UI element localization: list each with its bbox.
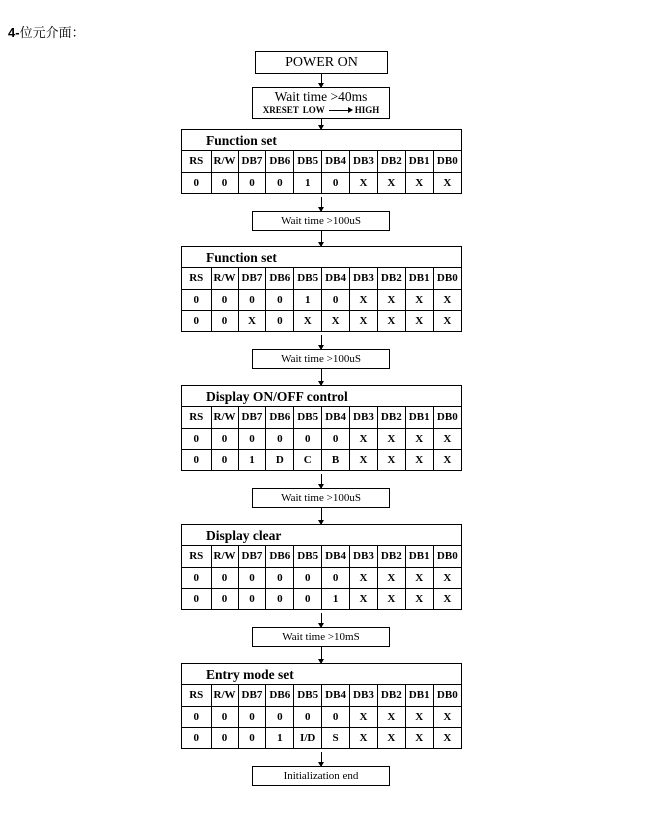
bit-cell: 0 (266, 289, 294, 310)
block-title: Display ON/OFF control (182, 386, 461, 407)
bit-cell: 0 (266, 428, 294, 449)
bit-cell: 0 (238, 428, 266, 449)
bit-cell: 0 (182, 289, 211, 310)
register-table (182, 268, 461, 331)
bit-cell: X (433, 588, 461, 609)
column-header: DB2 (377, 151, 405, 172)
column-header: DB2 (377, 268, 405, 289)
column-header: DB0 (433, 268, 461, 289)
bit-cell: X (433, 706, 461, 727)
bit-cell: 0 (182, 588, 211, 609)
bit-cell: 1 (322, 588, 350, 609)
bit-cell: 0 (182, 727, 211, 748)
bit-cell: 1 (238, 449, 266, 470)
flow-arrow (321, 474, 322, 488)
wait-box-1: Wait time >100uS (252, 211, 390, 231)
table-row (182, 449, 461, 470)
table-row (182, 706, 461, 727)
bit-cell: X (377, 567, 405, 588)
wait-40ms-label: Wait time >40ms (274, 89, 368, 104)
table-row (182, 588, 461, 609)
column-header: DB3 (350, 546, 378, 567)
bit-cell: X (377, 706, 405, 727)
column-header: DB1 (405, 151, 433, 172)
column-header: DB5 (294, 151, 322, 172)
bit-cell: X (433, 428, 461, 449)
flow-arrow (321, 752, 322, 766)
column-header: DB0 (433, 407, 461, 428)
bit-cell: X (350, 172, 378, 193)
column-header: DB7 (238, 268, 266, 289)
bit-cell: X (433, 172, 461, 193)
power-on-box: POWER ON (255, 51, 388, 74)
table-row (182, 567, 461, 588)
block-entry-mode-set (181, 663, 462, 749)
bit-cell: 0 (211, 588, 238, 609)
bit-cell: 0 (322, 172, 350, 193)
column-header: DB7 (238, 546, 266, 567)
bit-cell: X (377, 588, 405, 609)
bit-cell: X (433, 449, 461, 470)
bit-cell: 0 (211, 567, 238, 588)
bit-cell: X (238, 310, 266, 331)
flow-arrow (321, 613, 322, 627)
bit-cell: 0 (211, 706, 238, 727)
bit-cell: X (433, 310, 461, 331)
table-header-row (182, 268, 461, 289)
column-header: DB3 (350, 268, 378, 289)
column-header: DB4 (322, 151, 350, 172)
bit-cell: 0 (294, 588, 322, 609)
column-header: DB4 (322, 407, 350, 428)
column-header: DB5 (294, 407, 322, 428)
bit-cell: X (294, 310, 322, 331)
column-header: DB1 (405, 268, 433, 289)
bit-cell: 0 (211, 310, 238, 331)
bit-cell: X (433, 289, 461, 310)
bit-cell: X (322, 310, 350, 331)
wait-box-2: Wait time >100uS (252, 349, 390, 369)
bit-cell: X (405, 310, 433, 331)
bit-cell: X (350, 428, 378, 449)
column-header: DB5 (294, 685, 322, 706)
bit-cell: X (405, 727, 433, 748)
bit-cell: 0 (294, 567, 322, 588)
block-title: Display clear (182, 525, 461, 546)
bit-cell: 0 (211, 727, 238, 748)
column-header: DB0 (433, 151, 461, 172)
heading-number: 4- (8, 25, 20, 40)
table-header-row (182, 151, 461, 172)
flow-arrow (321, 647, 322, 663)
register-table (182, 685, 461, 748)
bit-cell: 0 (182, 428, 211, 449)
bit-cell: X (405, 289, 433, 310)
bit-cell: X (377, 428, 405, 449)
bit-cell: 0 (294, 706, 322, 727)
column-header: DB3 (350, 407, 378, 428)
bit-cell: X (433, 567, 461, 588)
table-header-row (182, 685, 461, 706)
bit-cell: 0 (182, 567, 211, 588)
bit-cell: 1 (294, 289, 322, 310)
bit-cell: X (350, 727, 378, 748)
bit-cell: 0 (211, 428, 238, 449)
bit-cell: X (350, 588, 378, 609)
flow-arrow (321, 119, 322, 129)
bit-cell: X (405, 567, 433, 588)
block-display-onoff (181, 385, 462, 471)
bit-cell: 0 (266, 567, 294, 588)
column-header: DB6 (266, 151, 294, 172)
bit-cell: X (405, 588, 433, 609)
column-header: R/W (211, 268, 238, 289)
bit-cell: 0 (238, 706, 266, 727)
column-header: DB5 (294, 268, 322, 289)
column-header: DB2 (377, 407, 405, 428)
column-header: DB6 (266, 685, 294, 706)
column-header: DB1 (405, 546, 433, 567)
bit-cell: 0 (322, 428, 350, 449)
bit-cell: 0 (211, 289, 238, 310)
column-header: DB5 (294, 546, 322, 567)
table-header-row (182, 407, 461, 428)
bit-cell: 0 (211, 449, 238, 470)
bit-cell: X (405, 172, 433, 193)
flow-arrow (321, 335, 322, 349)
column-header: RS (182, 151, 211, 172)
bit-cell: X (377, 449, 405, 470)
column-header: DB4 (322, 268, 350, 289)
table-row (182, 289, 461, 310)
column-header: DB6 (266, 407, 294, 428)
register-table (182, 546, 461, 609)
bit-cell: X (350, 310, 378, 331)
bit-cell: 0 (182, 706, 211, 727)
column-header: DB0 (433, 546, 461, 567)
column-header: DB4 (322, 685, 350, 706)
bit-cell: X (350, 567, 378, 588)
bit-cell: 0 (182, 449, 211, 470)
block-title: Entry mode set (182, 664, 461, 685)
heading-text: 位元介面： (19, 25, 85, 40)
column-header: RS (182, 685, 211, 706)
block-function-set-2 (181, 246, 462, 332)
low-label: LOW (302, 105, 325, 115)
bit-cell: 0 (322, 706, 350, 727)
bit-cell: X (405, 428, 433, 449)
initialization-end-box: Initialization end (252, 766, 390, 786)
column-header: DB6 (266, 268, 294, 289)
flow-arrow (321, 74, 322, 87)
register-table (182, 151, 461, 193)
column-header: R/W (211, 151, 238, 172)
bit-cell: X (350, 289, 378, 310)
bit-cell: X (350, 449, 378, 470)
column-header: DB1 (405, 685, 433, 706)
table-row (182, 428, 461, 449)
column-header: RS (182, 268, 211, 289)
table-row (182, 172, 461, 193)
bit-cell: 0 (182, 172, 211, 193)
column-header: RS (182, 546, 211, 567)
bit-cell: 0 (266, 706, 294, 727)
register-table (182, 407, 461, 470)
bit-cell: 0 (266, 588, 294, 609)
column-header: R/W (211, 685, 238, 706)
column-header: DB7 (238, 685, 266, 706)
bit-cell: 0 (182, 310, 211, 331)
column-header: DB1 (405, 407, 433, 428)
bit-cell: X (377, 289, 405, 310)
table-row (182, 310, 461, 331)
block-title: Function set (182, 130, 461, 151)
block-display-clear (181, 524, 462, 610)
high-label: HIGH (354, 105, 380, 115)
column-header: DB2 (377, 685, 405, 706)
column-header: DB2 (377, 546, 405, 567)
bit-cell: C (294, 449, 322, 470)
bit-cell: 1 (294, 172, 322, 193)
bit-cell: 0 (238, 172, 266, 193)
bit-cell: X (377, 727, 405, 748)
xreset-transition (253, 104, 389, 116)
arrow-right-icon (329, 110, 351, 111)
column-header: DB7 (238, 151, 266, 172)
bit-cell: 0 (238, 289, 266, 310)
bit-cell: 0 (238, 588, 266, 609)
table-header-row (182, 546, 461, 567)
bit-cell: 0 (238, 727, 266, 748)
bit-cell: 0 (266, 172, 294, 193)
bit-cell: B (322, 449, 350, 470)
bit-cell: I/D (294, 727, 322, 748)
column-header: DB3 (350, 685, 378, 706)
bit-cell: 0 (322, 289, 350, 310)
column-header: DB4 (322, 546, 350, 567)
bit-cell: 0 (266, 310, 294, 331)
column-header: DB6 (266, 546, 294, 567)
column-header: R/W (211, 407, 238, 428)
bit-cell: 0 (322, 567, 350, 588)
bit-cell: 0 (238, 567, 266, 588)
block-title: Function set (182, 247, 461, 268)
column-header: DB0 (433, 685, 461, 706)
bit-cell: 0 (294, 428, 322, 449)
bit-cell: X (433, 727, 461, 748)
flow-arrow (321, 197, 322, 211)
bit-cell: X (350, 706, 378, 727)
flow-arrow (321, 508, 322, 524)
table-row (182, 727, 461, 748)
bit-cell: 1 (266, 727, 294, 748)
flow-arrow (321, 369, 322, 385)
bit-cell: D (266, 449, 294, 470)
bit-cell: 0 (211, 172, 238, 193)
block-function-set-1 (181, 129, 462, 194)
wait-40ms-box (252, 87, 390, 119)
flow-arrow (321, 231, 322, 246)
column-header: DB7 (238, 407, 266, 428)
xreset-label: XRESET (262, 105, 299, 115)
bit-cell: X (405, 449, 433, 470)
bit-cell: X (377, 172, 405, 193)
bit-cell: S (322, 727, 350, 748)
column-header: RS (182, 407, 211, 428)
column-header: R/W (211, 546, 238, 567)
bit-cell: X (377, 310, 405, 331)
wait-box-3: Wait time >100uS (252, 488, 390, 508)
page-heading (8, 22, 85, 41)
bit-cell: X (405, 706, 433, 727)
wait-box-4: Wait time >10mS (252, 627, 390, 647)
column-header: DB3 (350, 151, 378, 172)
